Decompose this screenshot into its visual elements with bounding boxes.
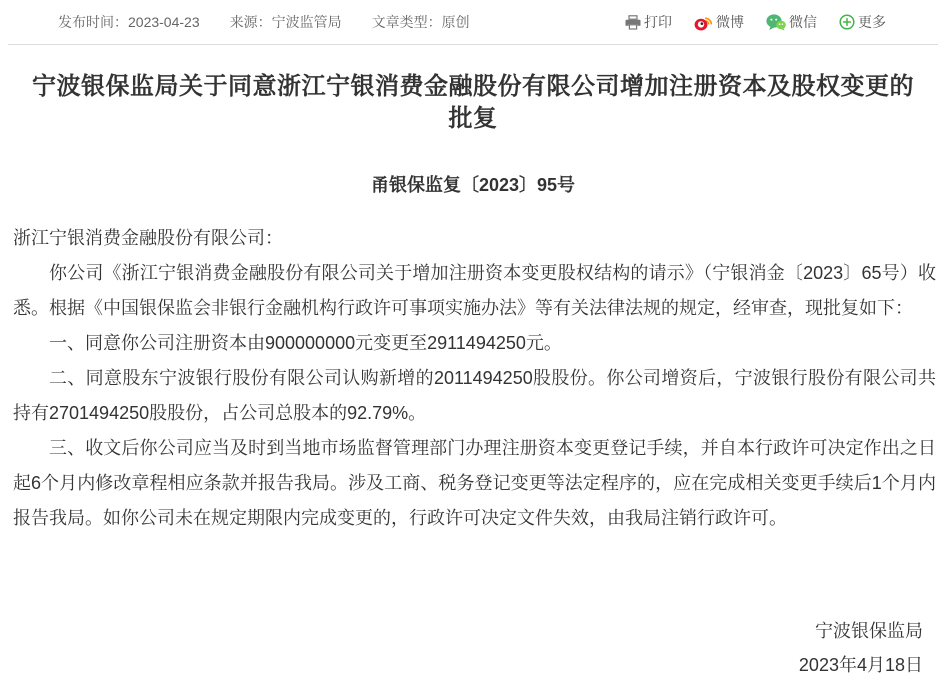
- publish-date-value: 2023-04-23: [128, 14, 200, 30]
- paragraph-intro: 你公司《浙江宁银消费金融股份有限公司关于增加注册资本变更股权结构的请示》（宁银消金〔2023〕65号）收悉。根据《中国银保监会非银行金融机构行政许可事项实施办法》等有关法律法规的规定，经审查，现批复如下：: [13, 263, 936, 318]
- printer-icon: [625, 15, 641, 30]
- share-toolbar: [625, 12, 938, 32]
- document-number: 甬银保监复〔2023〕95号: [370, 175, 576, 195]
- share-wechat-button[interactable]: [766, 12, 817, 32]
- salutation: 浙江宁银消费金融股份有限公司：: [13, 228, 283, 248]
- publish-date-label: 发布时间：: [58, 14, 128, 30]
- signature-organization: 宁波银保监局: [815, 621, 923, 641]
- paragraph-item-3: 三、收文后你公司应当及时到当地市场监督管理部门办理注册资本变更登记手续，并自本行政许可决定作出之日起6个月内修改章程相应条款并报告我局。涉及工商、税务登记变更等法定程序的，应在完成相关变更手续后1个月内报告我局。如你公司未在规定期限内完成变更的，行政许可决定文件失效，由我局注销行政许可。: [13, 438, 936, 528]
- document-body: [13, 221, 936, 536]
- article-type-label: 文章类型：: [371, 14, 442, 30]
- share-more-button[interactable]: [839, 12, 886, 32]
- article-type-value: 原创: [441, 14, 470, 30]
- publish-date: [58, 12, 200, 32]
- article-source: [230, 12, 342, 32]
- plus-circle-icon: [839, 14, 855, 30]
- print-button-label: 打印: [644, 14, 672, 30]
- article-source-value: 宁波监管局: [271, 14, 342, 30]
- share-wechat-label: 微信: [789, 14, 817, 30]
- wechat-icon: [766, 14, 786, 31]
- article-meta-info: [8, 12, 470, 32]
- signature-date: 2023年4月18日: [798, 655, 923, 675]
- share-weibo-label: 微博: [716, 14, 744, 30]
- print-button[interactable]: [625, 12, 672, 32]
- share-more-label: 更多: [858, 14, 886, 30]
- page-title: 宁波银保监局关于同意浙江宁银消费金融股份有限公司增加注册资本及股权变更的批复: [32, 73, 914, 132]
- article-meta-bar: [8, 0, 938, 45]
- paragraph-item-2: 二、同意股东宁波银行股份有限公司认购新增的2011494250股股份。你公司增资后，宁波银行股份有限公司共持有2701494250股股份，占公司总股本的92.79%。: [13, 368, 936, 423]
- signature-block: [0, 614, 923, 682]
- paragraph-item-1: 一、同意你公司注册资本由900000000元变更至2911494250元。: [49, 333, 562, 353]
- weibo-icon: [694, 14, 713, 31]
- share-weibo-button[interactable]: [694, 12, 744, 32]
- article-source-label: 来源：: [229, 14, 272, 30]
- article-type: [372, 12, 470, 32]
